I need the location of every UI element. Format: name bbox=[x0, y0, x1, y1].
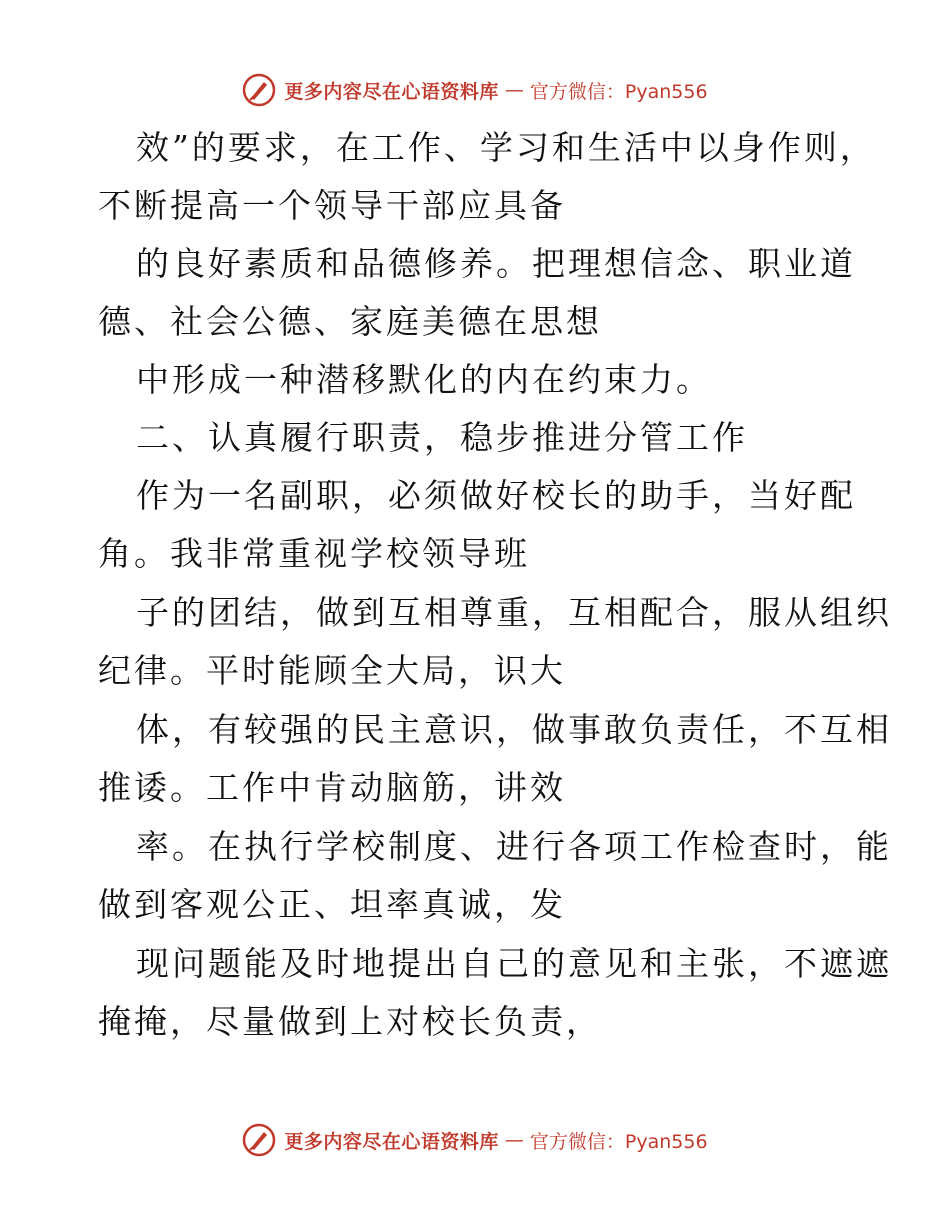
body-line: 效”的要求，在工作、学习和生活中以身作则， bbox=[136, 128, 876, 167]
footer-banner bbox=[0, 1120, 950, 1160]
body-line: 子的团结，做到互相尊重，互相配合，服从组织 bbox=[136, 593, 892, 632]
body-line: 纪律。平时能顾全大局，识大 bbox=[98, 651, 566, 690]
body-line: 角。我非常重视学校领导班 bbox=[98, 534, 530, 573]
header-banner bbox=[0, 70, 950, 110]
body-line: 体，有较强的民主意识，做事敢负责任，不互相 bbox=[136, 710, 892, 749]
header-separator: — bbox=[504, 79, 524, 101]
body-line: 不断提高一个领导干部应具备 bbox=[98, 186, 566, 225]
footer-contact: 官方微信：Pyan556 bbox=[529, 1130, 708, 1153]
quill-pen-logo-icon bbox=[242, 1123, 276, 1157]
body-line: 现问题能及时地提出自己的意见和主张，不遮遮 bbox=[136, 944, 892, 983]
body-line: 掩掩，尽量做到上对校长负责， bbox=[98, 1002, 602, 1041]
section-heading: 二、认真履行职责，稳步推进分管工作 bbox=[136, 418, 748, 457]
body-line: 的良好素质和品德修养。把理想信念、职业道 bbox=[136, 244, 856, 283]
header-site-text: 更多内容尽在心语资料库 bbox=[284, 80, 499, 103]
quill-pen-logo-icon bbox=[242, 73, 276, 107]
body-line: 率。在执行学校制度、进行各项工作检查时，能 bbox=[136, 827, 892, 866]
body-line: 德、社会公德、家庭美德在思想 bbox=[98, 302, 602, 341]
body-line: 作为一名副职，必须做好校长的助手，当好配 bbox=[136, 476, 856, 515]
header-contact: 官方微信：Pyan556 bbox=[529, 80, 708, 103]
footer-site-text: 更多内容尽在心语资料库 bbox=[284, 1130, 499, 1153]
body-line: 中形成一种潜移默化的内在约束力。 bbox=[136, 360, 712, 399]
footer-separator: — bbox=[504, 1129, 524, 1151]
body-line: 做到客观公正、坦率真诚，发 bbox=[98, 885, 566, 924]
body-line: 推诿。工作中肯动脑筋，讲效 bbox=[98, 768, 566, 807]
